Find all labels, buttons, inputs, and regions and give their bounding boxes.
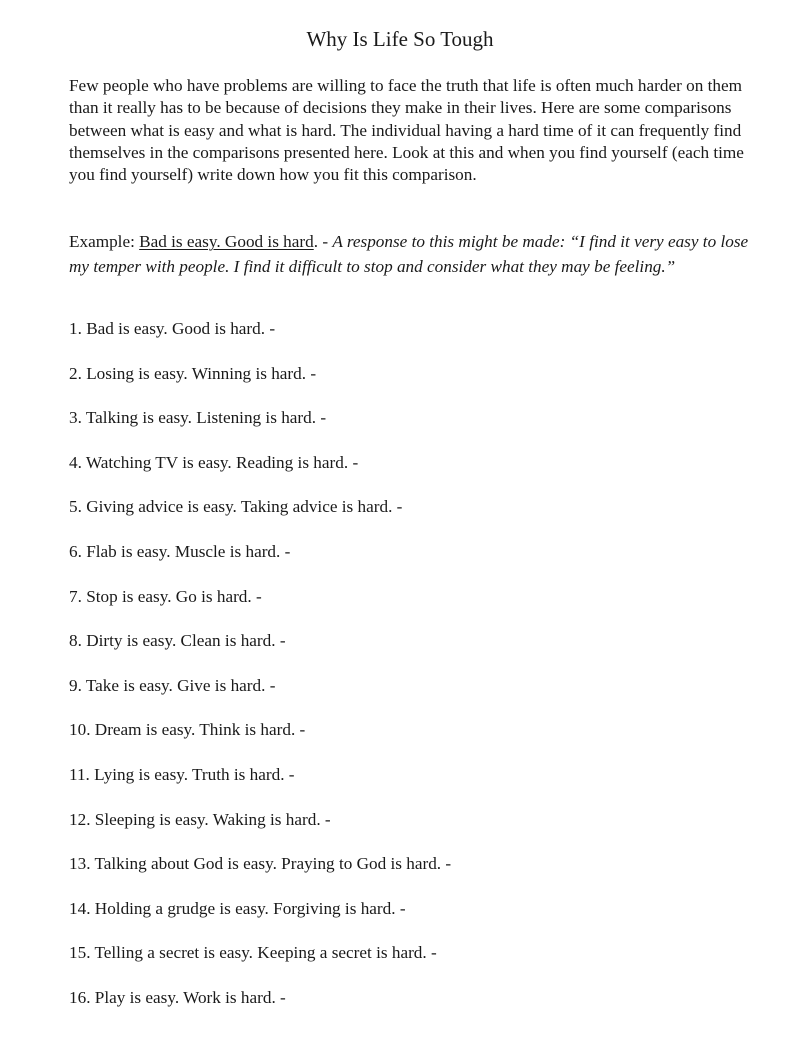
list-item: 6. Flab is easy. Muscle is hard. - [69, 541, 291, 561]
list-item: 4. Watching TV is easy. Reading is hard. - [69, 452, 359, 472]
list-item: 7. Stop is easy. Go is hard. - [69, 586, 262, 606]
intro-paragraph: Few people who have problems are willing to face the truth that life is often much harder on them than it really has to be because of decisions they make in their lives. Here are some comparisons between what is easy and what is hard. The individual having a hard time of it can frequently find themselves in the comparisons presented here. Look at this and when you find yourself (each time you find yourself) write down how you fit this comparison. [69, 76, 744, 185]
list-item: 16. Play is easy. Work is hard. - [69, 987, 286, 1007]
page-title: Why Is Life So Tough [306, 27, 494, 51]
example-response: A response to this might be made: “I find it very easy to lose my temper with people. I find it difficult to stop and consider what they may be feeling.” [69, 232, 749, 276]
list-item: 3. Talking is easy. Listening is hard. - [69, 408, 327, 428]
comparison-list [69, 318, 749, 1032]
list-item: 9. Take is easy. Give is hard. - [69, 675, 276, 695]
list-item: 2. Losing is easy. Winning is hard. - [69, 363, 317, 383]
list-item: 12. Sleeping is easy. Waking is hard. - [69, 809, 331, 829]
example-label: Example: [69, 232, 140, 251]
list-item: 10. Dream is easy. Think is hard. - [69, 720, 306, 740]
list-item: 11. Lying is easy. Truth is hard. - [69, 764, 295, 784]
list-item: 5. Giving advice is easy. Taking advice is hard. - [69, 497, 403, 517]
example-underlined-text: Bad is easy. Good is hard [139, 232, 314, 251]
list-item: 15. Telling a secret is easy. Keeping a secret is hard. - [69, 943, 437, 963]
list-item: 8. Dirty is easy. Clean is hard. - [69, 631, 286, 651]
example-paragraph [69, 229, 749, 279]
list-item: 13. Talking about God is easy. Praying to God is hard. - [69, 854, 452, 874]
list-item: 14. Holding a grudge is easy. Forgiving is hard. - [69, 898, 406, 918]
list-item: 1. Bad is easy. Good is hard. - [69, 319, 276, 338]
example-separator: . - [313, 232, 333, 251]
